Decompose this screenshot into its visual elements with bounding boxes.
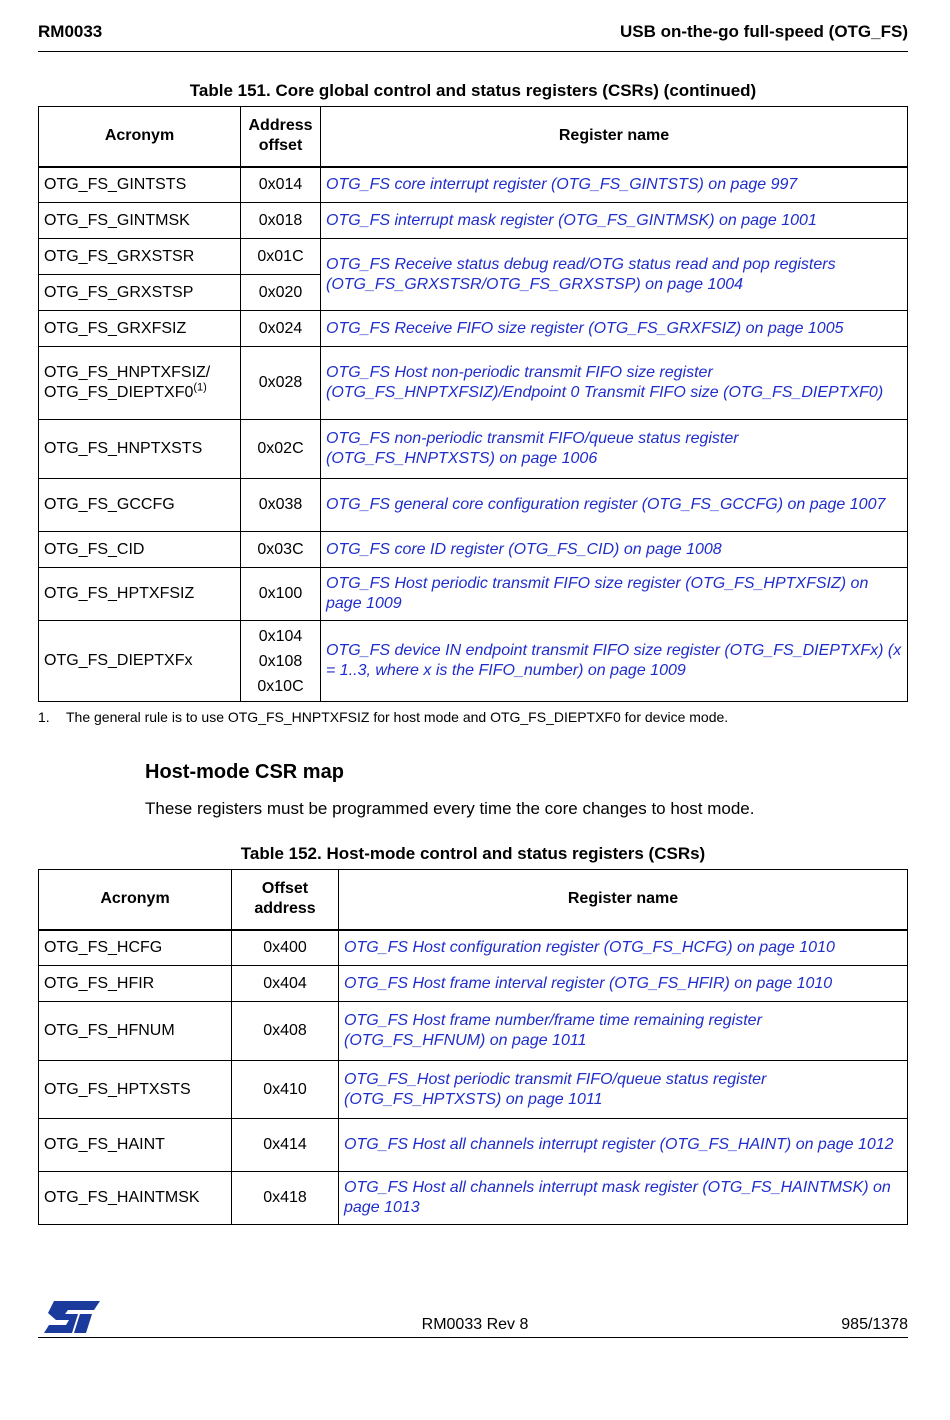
offset-cell: 0x414 (232, 1119, 339, 1172)
offset-cell: 0x100 (241, 568, 321, 621)
table-row (39, 479, 908, 532)
footnote-number: 1. (38, 709, 50, 725)
col-header-register-name: Register name (321, 107, 908, 167)
table-row (39, 621, 908, 702)
offset-cell (241, 621, 321, 702)
section-heading: Host-mode CSR map (145, 761, 344, 783)
offset-cell: 0x418 (232, 1172, 339, 1225)
offset-cell: 0x410 (232, 1061, 339, 1119)
acronym-cell: OTG_FS_HFIR (39, 966, 232, 1002)
register-link[interactable]: OTG_FS Host all channels interrupt register (OTG_FS_HAINT) on page 1012 (339, 1119, 908, 1172)
acronym-cell: OTG_FS_HNPTXSTS (39, 420, 241, 479)
offset-cell: 0x018 (241, 203, 321, 239)
register-link[interactable]: OTG_FS Host all channels interrupt mask register (OTG_FS_HAINTMSK) on page 1013 (339, 1172, 908, 1225)
acronym-cell: OTG_FS_CID (39, 532, 241, 568)
col-header-acronym: Acronym (39, 870, 232, 930)
offset-value: 0x10C (257, 677, 304, 695)
table-row (39, 1172, 908, 1225)
offset-value: 0x108 (258, 652, 303, 670)
register-link[interactable]: OTG_FS interrupt mask register (OTG_FS_GINTMSK) on page 1001 (321, 203, 908, 239)
acronym-cell: OTG_FS_HFNUM (39, 1002, 232, 1061)
acronym-cell: OTG_FS_HPTXSTS (39, 1061, 232, 1119)
table-152 (38, 869, 908, 1225)
table-row (39, 966, 908, 1002)
register-link[interactable]: OTG_FS device IN endpoint transmit FIFO size register (OTG_FS_DIEPTXFx) (x = 1..3, where x is the FIFO_number) on page 1009 (321, 621, 908, 702)
offset-cell: 0x024 (241, 311, 321, 347)
register-link[interactable]: OTG_FS Host frame number/frame time remaining register (OTG_FS_HFNUM) on page 1011 (339, 1002, 908, 1061)
offset-cell: 0x020 (241, 275, 321, 311)
table-152-caption: Table 152. Host-mode control and status registers (CSRs) (240, 844, 706, 863)
table-row (39, 311, 908, 347)
table-row (39, 347, 908, 420)
acronym-cell: OTG_FS_GINTSTS (39, 167, 241, 203)
footer-doc-rev: RM0033 Rev 8 (421, 1316, 529, 1333)
offset-cell: 0x404 (232, 966, 339, 1002)
footnote-ref[interactable]: (1) (193, 381, 207, 394)
acronym-cell: OTG_FS_HCFG (39, 930, 232, 966)
register-link[interactable]: OTG_FS Host periodic transmit FIFO size register (OTG_FS_HPTXFSIZ) on page 1009 (321, 568, 908, 621)
offset-cell: 0x03C (241, 532, 321, 568)
acronym-cell: OTG_FS_GINTMSK (39, 203, 241, 239)
col-header-offset: Address offset (241, 107, 321, 167)
acronym-line: OTG_FS_HNPTXFSIZ/ (44, 364, 211, 381)
table-row (39, 1119, 908, 1172)
acronym-line-text: OTG_FS_DIEPTXF0 (44, 384, 194, 401)
register-link[interactable]: OTG_FS non-periodic transmit FIFO/queue status register (OTG_FS_HNPTXSTS) on page 1006 (321, 420, 908, 479)
offset-cell: 0x028 (241, 347, 321, 420)
acronym-cell: OTG_FS_HAINT (39, 1119, 232, 1172)
register-link[interactable]: OTG_FS core ID register (OTG_FS_CID) on page 1008 (321, 532, 908, 568)
footnote (38, 709, 728, 725)
table-row (39, 239, 908, 275)
table-151-caption: Table 151. Core global control and status registers (CSRs) (continued) (189, 81, 757, 100)
register-link[interactable]: OTG_FS Host non-periodic transmit FIFO size register (OTG_FS_HNPTXFSIZ)/Endpoint 0 Transmit FIFO size (OTG_FS_DIEPTXF0) (321, 347, 908, 420)
offset-value: 0x104 (258, 627, 303, 645)
register-link[interactable]: OTG_FS general core configuration register (OTG_FS_GCCFG) on page 1007 (321, 479, 908, 532)
col-header-offset: Offset address (232, 870, 339, 930)
register-link[interactable]: OTG_FS_Host periodic transmit FIFO/queue status register (OTG_FS_HPTXSTS) on page 1011 (339, 1061, 908, 1119)
table-row (39, 203, 908, 239)
table-row (39, 420, 908, 479)
section-paragraph: These registers must be programmed every time the core changes to host mode. (145, 799, 755, 818)
acronym-cell: OTG_FS_DIEPTXFx (39, 621, 241, 702)
col-header-register-name: Register name (339, 870, 908, 930)
register-link[interactable]: OTG_FS Host frame interval register (OTG_FS_HFIR) on page 1010 (339, 966, 908, 1002)
offset-cell: 0x01C (241, 239, 321, 275)
header-rule (38, 51, 908, 52)
table-row (39, 167, 908, 203)
table-row (39, 930, 908, 966)
table-row (39, 1002, 908, 1061)
register-link[interactable]: OTG_FS Receive FIFO size register (OTG_FS_GRXFSIZ) on page 1005 (321, 311, 908, 347)
offset-cell: 0x038 (241, 479, 321, 532)
table-row (39, 568, 908, 621)
col-header-acronym: Acronym (39, 107, 241, 167)
table-row (39, 1061, 908, 1119)
footer-page-number: 985/1378 (841, 1316, 908, 1333)
acronym-line (44, 383, 235, 403)
offset-cell: 0x014 (241, 167, 321, 203)
acronym-cell: OTG_FS_GRXSTSR (39, 239, 241, 275)
footnote-text: The general rule is to use OTG_FS_HNPTXFSIZ for host mode and OTG_FS_DIEPTXF0 for device mode. (66, 709, 729, 725)
footer-rule (38, 1337, 908, 1338)
offset-cell: 0x400 (232, 930, 339, 966)
table-151 (38, 106, 908, 702)
acronym-cell: OTG_FS_HAINTMSK (39, 1172, 232, 1225)
acronym-cell: OTG_FS_GRXFSIZ (39, 311, 241, 347)
register-link[interactable]: OTG_FS Receive status debug read/OTG status read and pop registers (OTG_FS_GRXSTSR/OTG_FS_GRXSTSP) on page 1004 (321, 239, 908, 311)
register-link[interactable]: OTG_FS core interrupt register (OTG_FS_GINTSTS) on page 997 (321, 167, 908, 203)
acronym-cell: OTG_FS_GCCFG (39, 479, 241, 532)
acronym-cell: OTG_FS_GRXSTSP (39, 275, 241, 311)
header-section-title: USB on-the-go full-speed (OTG_FS) (619, 22, 908, 41)
table-row (39, 532, 908, 568)
offset-cell: 0x408 (232, 1002, 339, 1061)
acronym-cell (39, 347, 241, 420)
offset-cell: 0x02C (241, 420, 321, 479)
acronym-cell: OTG_FS_HPTXFSIZ (39, 568, 241, 621)
header-doc-id: RM0033 (38, 22, 103, 41)
register-link[interactable]: OTG_FS Host configuration register (OTG_FS_HCFG) on page 1010 (339, 930, 908, 966)
